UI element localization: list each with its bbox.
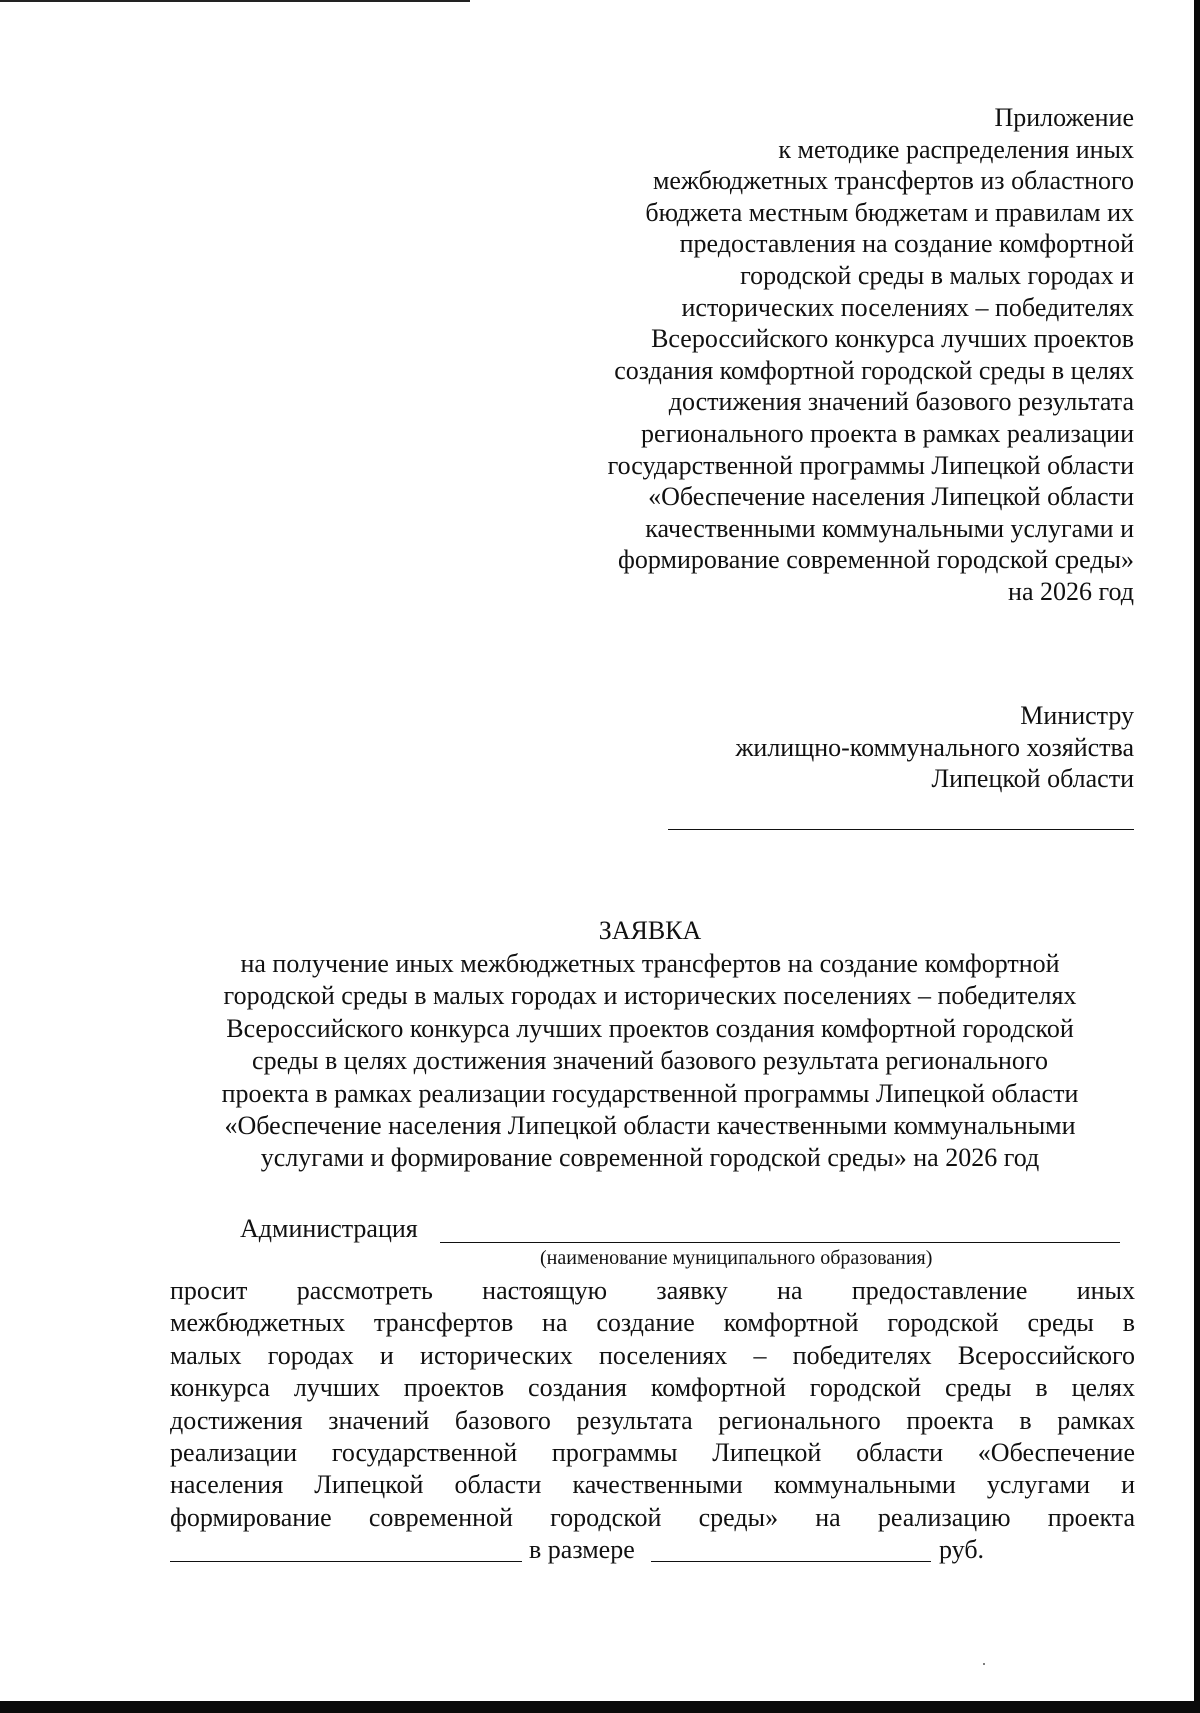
addressee-line: жилищно-коммунального хозяйства [735, 732, 1134, 762]
appendix-line: достижения значений базового результата [668, 387, 1134, 417]
scan-speck [983, 1663, 985, 1665]
appendix-line: «Обеспечение населения Липецкой области [648, 482, 1134, 512]
scan-edge-bottom [0, 1701, 1200, 1713]
municipality-name-blank-line [440, 1242, 1120, 1243]
body-line: межбюджетных трансфертов на создание комфортной городской среды в [170, 1308, 1135, 1338]
body-line: реализации государственной программы Липецкой области «Обеспечение [170, 1437, 1135, 1467]
body-line: конкурса лучших проектов создания комфортной городской среды в целях [170, 1373, 1135, 1403]
appendix-line: бюджета местным бюджетам и правилам их [645, 197, 1134, 227]
subject-line: услугами и формирование современной городской среды» на 2026 год [260, 1143, 1040, 1173]
request-subject [150, 948, 1150, 1175]
subject-line: «Обеспечение населения Липецкой области качественными коммунальными [224, 1111, 1076, 1141]
amount-label: в размере [529, 1535, 635, 1564]
subject-line: на получение иных межбюджетных трансфертов на создание комфортной [240, 949, 1060, 978]
subject-line: Всероссийского конкурса лучших проектов создания комфортной городской [226, 1013, 1074, 1043]
appendix-line: Приложение [994, 103, 1134, 132]
body-line: просит рассмотреть настоящую заявку на предоставление иных [170, 1276, 1135, 1305]
appendix-line: формирование современной городской среды» [618, 545, 1134, 575]
addressee-name-blank-line [668, 829, 1134, 830]
scan-edge-top [0, 0, 470, 2]
appendix-line: на 2026 год [1008, 576, 1134, 606]
subject-line: городской среды в малых городах и исторических поселениях – победителях [223, 981, 1077, 1011]
appendix-line: создания комфортной городской среды в целях [614, 355, 1134, 385]
appendix-line: предоставления на создание комфортной [679, 229, 1134, 259]
administration-label: Администрация [240, 1214, 418, 1243]
body-line: населения Липецкой области качественными коммунальными услугами и [170, 1470, 1135, 1500]
currency-label: руб. [939, 1535, 985, 1564]
appendix-line: межбюджетных трансфертов из областного [652, 166, 1134, 196]
request-body [170, 1275, 1135, 1534]
appendix-line: регионального проекта в рамках реализации [641, 418, 1134, 448]
addressee-block [514, 700, 1134, 795]
appendix-line: исторических поселениях – победителях [681, 292, 1134, 322]
subject-line: проекта в рамках реализации государственной программы Липецкой области [221, 1078, 1079, 1108]
body-line: достижения значений базового результата регионального проекта в рамках [170, 1405, 1135, 1435]
appendix-line: качественными коммунальными услугами и [645, 513, 1134, 543]
appendix-line: к методике распределения иных [778, 134, 1134, 164]
addressee-line: Липецкой области [931, 764, 1134, 794]
amount-row [170, 1534, 1135, 1568]
appendix-line: городской среды в малых городах и [740, 260, 1134, 290]
scan-edge-right [1194, 0, 1200, 1713]
amount-blank-line [651, 1561, 931, 1562]
body-line: формирование современной городской среды» на реализацию проекта [170, 1502, 1135, 1532]
appendix-line: государственной программы Липецкой области [607, 450, 1134, 480]
document-title: ЗАЯВКА [598, 916, 702, 945]
body-line: малых городах и исторических поселениях – победителях Всероссийского [170, 1340, 1135, 1370]
addressee-line: Министру [1020, 701, 1134, 730]
appendix-line: Всероссийского конкурса лучших проектов [651, 324, 1134, 354]
subject-line: среды в целях достижения значений базового результата регионального [252, 1046, 1048, 1076]
municipality-caption: (наименование муниципального образования) [540, 1247, 933, 1269]
project-name-blank-line [170, 1561, 522, 1562]
appendix-block [514, 102, 1134, 608]
